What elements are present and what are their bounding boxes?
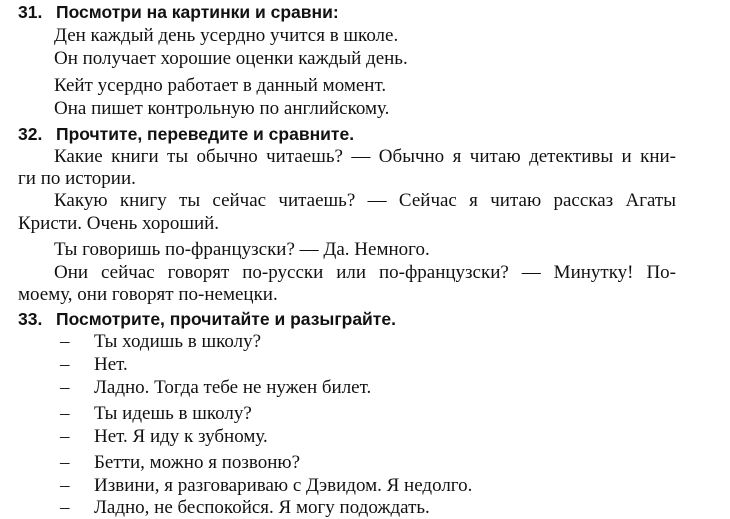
dialogue-dash: –: [60, 403, 70, 424]
dialogue-line-6: Бетти, можно я позвоню?: [94, 452, 301, 473]
dialogue-line-5: Нет. Я иду к зубному.: [94, 426, 268, 447]
dialogue-line-7: Извини, я разговариваю с Дэвидом. Я недолго.: [94, 475, 473, 496]
dialogue-line-2: Нет.: [94, 354, 128, 375]
exercise-33-heading: [18, 308, 396, 330]
dialogue-line-3: Ладно. Тогда тебе не нужен билет.: [94, 377, 372, 398]
exercise-32-heading: [18, 123, 354, 145]
exercise-32-number: 32.: [18, 124, 43, 144]
exercise-32-line-7: моему, они говорят по-немецки.: [18, 284, 278, 305]
exercise-31-line-2: Он получает хорошие оценки каждый день.: [54, 48, 408, 69]
exercise-31-title: Посмотри на картинки и сравни:: [56, 2, 339, 22]
dialogue-dash: –: [60, 497, 70, 518]
dialogue-line-1: Ты ходишь в школу?: [94, 331, 262, 352]
exercise-32-line-4: Кристи. Очень хороший.: [18, 213, 220, 234]
exercise-31-heading: [18, 1, 339, 23]
dialogue-dash: –: [60, 475, 70, 496]
exercise-33-title: Посмотрите, прочитайте и разыграйте.: [56, 309, 396, 329]
exercise-31-line-3: Кейт усердно работает в данный момент.: [54, 75, 387, 96]
exercise-33-number: 33.: [18, 309, 43, 329]
dialogue-line-4: Ты идешь в школу?: [94, 403, 252, 424]
exercise-32-title: Прочтите, переведите и сравните.: [56, 124, 355, 144]
exercise-32-line-6: Они сейчас говорят по-русски или по-французски? — Минутку! По-: [54, 262, 676, 283]
dialogue-dash: –: [60, 452, 70, 473]
dialogue-dash: –: [60, 354, 70, 375]
exercise-31-number: 31.: [18, 2, 43, 22]
dialogue-dash: –: [60, 377, 70, 398]
exercise-32-line-1: Какие книги ты обычно читаешь? — Обычно я читаю детективы и кни-: [54, 146, 676, 167]
exercise-32-line-5: Ты говоришь по-французски? — Да. Немного.: [54, 239, 430, 260]
exercise-32-line-2: ги по истории.: [18, 168, 136, 189]
dialogue-line-8: Ладно, не беспокойся. Я могу подождать.: [94, 497, 430, 518]
exercise-32-line-3: Какую книгу ты сейчас читаешь? — Сейчас я читаю рассказ Агаты: [54, 190, 676, 211]
dialogue-dash: –: [60, 426, 70, 447]
dialogue-dash: –: [60, 331, 70, 352]
exercise-31-line-1: Ден каждый день усердно учится в школе.: [54, 25, 399, 46]
exercise-31-line-4: Она пишет контрольную по английскому.: [54, 98, 390, 119]
